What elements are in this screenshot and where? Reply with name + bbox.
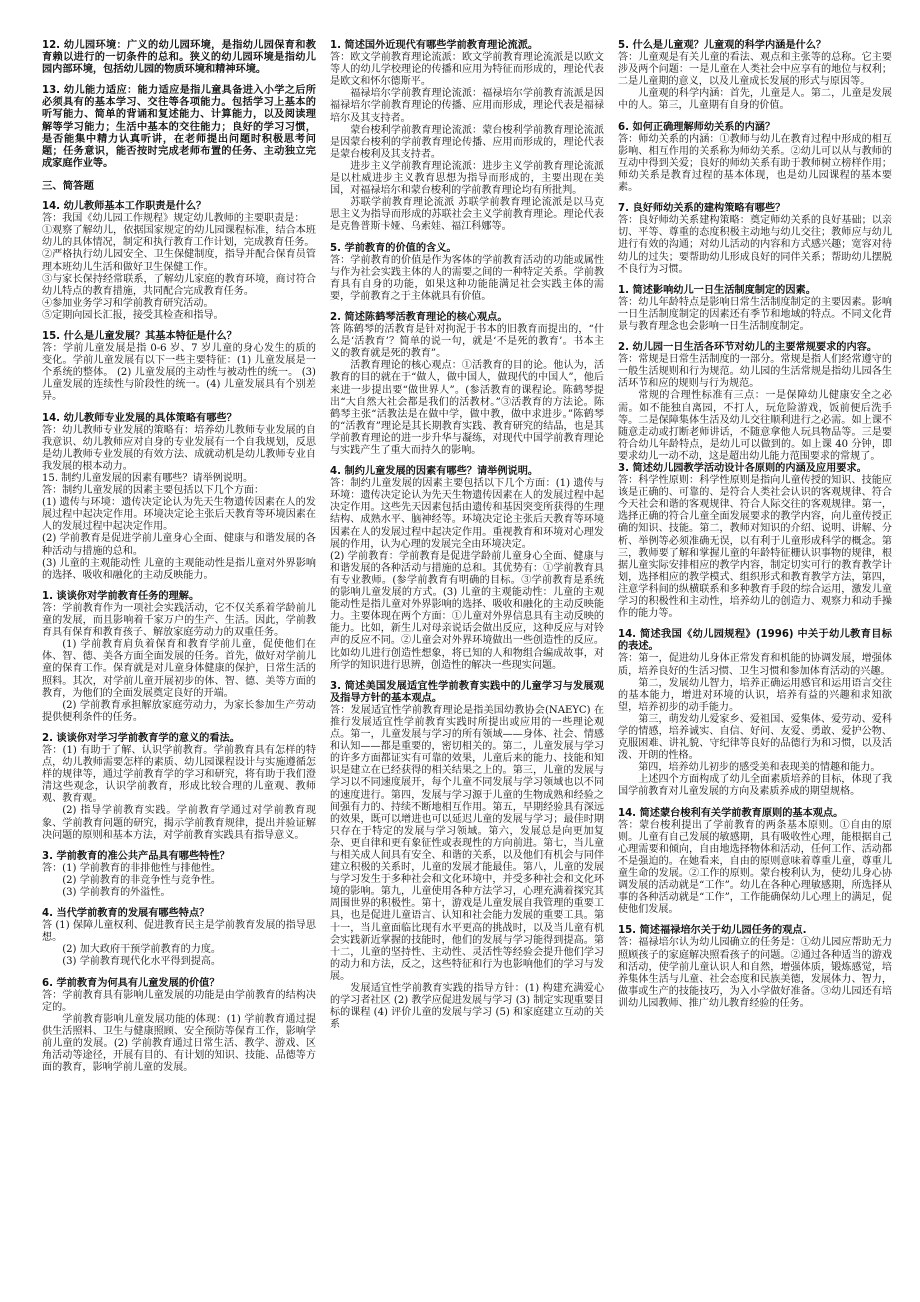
question-heading: 12. 幼儿园环境：广义的幼儿园环境，是指幼儿园保育和教育赖以进行的一切条件的总和。狭义的幼儿园环境是指幼儿园内部环境，包括幼儿园的物质环境和精神环境。 bbox=[42, 40, 316, 76]
column-middle bbox=[330, 40, 604, 1292]
question-heading: 13. 幼儿能力适应：能力适应是指儿童具备进入小学之后所必须具有的基本学习、交往等各项能力。包括学习上基本的听写能力、简单的背诵和复述能力、计算能力，以及阅读理解等学习能力；生活中基本的交往能力；良好的学习习惯，是否能集中精力认真听讲，在老师提出问题时积极思考问题；任务意识，能否按时完成老师布置的任务、主动独立完成家庭作业等。 bbox=[42, 85, 316, 169]
answer-paragraph: ②严格执行幼儿园安全、卫生保健制度，指导并配合保育员管理本班幼儿生活和做好卫生保健工作。 bbox=[42, 249, 316, 273]
question-heading: 4. 当代学前教育的发展有哪些特点？ bbox=[42, 908, 210, 920]
answer-paragraph: 第四，培养幼儿初步的感受美和表现美的情趣和能力。 bbox=[638, 762, 881, 774]
answer-paragraph: 答：幼儿教师专业发展的策略有：培养幼儿教师专业发展的自我意识、幼儿教师应对自身的专业发展有一个自我规划，反思是幼儿教师专业发展的有效方法、成就动机是幼儿教师专业自我发展的根本动力。 bbox=[42, 424, 316, 472]
answer-paragraph: 答：学前教育的价值是作为客体的学前教育活动的功能或属性与作为社会实践主体的人的需要之间的一种特定关系。学前教育具有自身的功能，如果这种功能能满足社会实践主体的需要，学前教育之于主体就具有价值。 bbox=[330, 254, 604, 302]
answer-paragraph: 答：福禄培尔认为幼儿园确立的任务是：①幼儿园应帮助无力照顾孩子的家庭解决照看孩子的问题。②通过各种适当的游戏和活动，使学前儿童认识人和自然，增强体质，锻炼感觉，培养集体生活与儿童、社会态度和民族美德，发展体力、智力，做事或生产的技能技巧，为入小学做好准备。③幼儿园还有培训幼儿园教师、推广幼儿教育经验的任务。 bbox=[618, 937, 892, 1009]
answer-paragraph: (3) 学前教育现代化水平得到提高。 bbox=[62, 956, 222, 968]
question-heading: 2. 简述陈鹤琴活教育理论的核心观点。 bbox=[330, 311, 508, 323]
question-heading: 14. 幼儿教师基本工作职责是什么？ bbox=[42, 201, 207, 213]
question-heading: 14. 幼儿教师专业发展的具体策略有哪些？ bbox=[42, 412, 237, 424]
column-right bbox=[618, 40, 892, 1292]
question-heading: 15. 简述福禄培尔关于幼儿园任务的观点. bbox=[618, 925, 807, 937]
question-heading: 1. 简述国外近现代有哪些学前教育理论流派。 bbox=[330, 40, 539, 51]
answer-paragraph: 苏联学前教育理论流派 苏联学前教育理论流派是以马克思主义为指导而形成的苏联社会主义学前教育理论。理论代表是克鲁普斯卡娅、乌索娃、福江科娜等。 bbox=[330, 197, 604, 233]
answer-paragraph: (2) 学前教育是促进学前儿童身心全面、健康与和谐发展的各种活动与措施的总和。 bbox=[42, 533, 316, 557]
answer-paragraph: (3) 学前教育的外溢性。 bbox=[62, 887, 171, 898]
question-heading: 5. 学前教育的价值的含义。 bbox=[330, 242, 457, 254]
answer-paragraph: 答：(1) 学前教育的非排他性与排他性。 bbox=[42, 862, 222, 874]
answer-paragraph: 答：制约儿童发展的因素主要包括以下几个方面： bbox=[42, 485, 265, 497]
answer-paragraph: 答：儿童观是有关儿童的看法、观点和主张等的总称。它主要涉及两个问题：一是儿童在人类社会中应享有的地位与权利；二是儿童期的意义，以及儿童成长发展的形式与原因等。 bbox=[618, 52, 892, 88]
answer-paragraph: (2) 学前教育承担解放家庭劳动力，为家长参加生产劳动提供便利条件的任务。 bbox=[42, 699, 316, 723]
question-heading: 3. 简述幼儿园教学活动设计各原则的内涵及应用要求。 bbox=[618, 463, 867, 474]
answer-paragraph: 答：制约儿童发展的因素主要包括以下几个方面：(1) 遗传与环境：遗传决定论认为先天生物遗传因素在人的发展过程中起决定作用。这些先天因素包括由遗传和基因突变所获得的生理结构、成熟水平、脑神经等。环境决定论主张后天教育等环境因素在人的发展过程中起决定作用。重视教育和环境对心理发展的作用，认为心理的发展完全由环境决定。 bbox=[330, 478, 604, 550]
question-heading: 5. 什么是儿童观？儿童观的科学内涵是什么？ bbox=[618, 40, 827, 51]
answer-paragraph: ④参加业务学习和学前教育研究活动。 bbox=[42, 297, 214, 309]
answer-paragraph: 蒙台梭利学前教育理论流派：蒙台梭利学前教育理论流派是因蒙台梭利的学前教育理论传播、应用而形成的，理论代表是蒙台梭利及其支持者。 bbox=[330, 124, 604, 160]
answer-paragraph: 活教育理论的核心观点：①活教育的目的论。他认为，活教育的目的就在于“做人，做中国人，做现代的中国人”，他后来进一步提出要“做世界人”。(参活教育的课程论。陈鹤琴提出“大自然大社会都是我们的活教材。”③活教育的方法论。陈鹤琴主张“活教法是在做中学，做中教，做中求进步。”陈鹤琴的“活教育”理论是其长期教育实践、教育研究的结晶，也是其学前教育理论的进一步升华与凝练，对现代中国学前教育理论与实践产生了重大而持久的影响。 bbox=[330, 360, 604, 456]
answer-paragraph: 答：师幼关系的内涵：①教师与幼儿在教育过程中形成的相互影响、相互作用的关系称为师幼关系。②幼儿可以从与教师的互动中得到关爱；良好的师幼关系有助于教师树立榜样作用；师幼关系是教育过程的基本体现，也是幼儿园课程的基本要素。 bbox=[618, 133, 892, 194]
answer-paragraph: 进步主义学前教育理论流派：进步主义学前教育理论流派是以杜威进步主义教育思想为指导而形成的，主要出现在美国，对福禄培尔和蒙台梭利的学前教育理论均有所批判。 bbox=[330, 160, 604, 197]
question-heading: 1. 简述影响幼儿一日生活制度制定的因素。 bbox=[618, 284, 816, 296]
question-heading: 1. 谈谈你对学前教育任务的理解。 bbox=[42, 590, 200, 602]
answer-paragraph: (2) 加大政府干预学前教育的力度。 bbox=[62, 944, 222, 956]
answer-paragraph: 第三，萌发幼儿爱家乡、爱祖国、爱集体、爱劳动、爱科学的情感，培养诚实、自信、好问、友爱、勇敢、爱护公物、克服困难、讲礼貌、守纪律等良好的品德行为和习惯，以及活泼、开朗的性格。 bbox=[618, 713, 892, 762]
answer-paragraph: ⑤定期向园长汇报，接受其检查和指导。 bbox=[42, 309, 224, 321]
answer-paragraph: 答：学前儿童发展是指 0-6 岁、7 岁儿童的身心发生的质的变化。学前儿童发展有以下一些主要特征：(1) 儿童发展是一个系统的整体。 (2) 儿童发展的主动性与被动性的统一。 (3) 儿童发展的连续性与阶段性的统一。(4) 儿童发展具有个别差异。 bbox=[42, 343, 316, 403]
answer-paragraph: (3) 儿童的主观能动性 儿童的主观能动性是指儿童对外界影响的选择、吸收和融化的主动反映能力。 bbox=[42, 557, 316, 581]
answer-paragraph: (2) 学前教育：学前教育是促进学龄前儿童身心全面、健康与和谐发展的各种活动与措施的总和。其优势有：①学前教育具有专业教师。(参学前教育有明确的目标。③学前教育是系统的影响儿童发展的方式。(3) 儿童的主观能动性：儿童的主观能动性是指儿童对外界影响的选择、吸收和融化的主动反映能力。主要体现在两个方面：①儿童对外界信息具有主动反映的能力。比如，新生儿对母亲说话会做出反应，这种反应与对铃声的反应不同。②儿童会对外界环境做出一些创造性的反应。比如幼儿进行创造性想象，将已知的人和物组合编成故事，对所学的知识进行思辨，创造性的解决一些现实问题。 bbox=[330, 550, 604, 671]
answer-paragraph: 发展适宜性学前教育实践的指导方针：(1) 构建充满爱心的学习者社区 (2) 教学应促进发展与学习 (3) 制定实现重要目标的课程 (4) 评价儿童的发展与学习 (5) 和家庭建立互动的关系 bbox=[330, 983, 604, 1031]
answer-paragraph: 学前教育影响儿童发展功能的体现：(1) 学前教育通过提供生活照料、卫生与健康照顾、安全预防等保育工作，影响学前儿童的发展。(2) 学前教育通过日常生活、教学、游戏、区角活动等途径，开展有目的、有计划的知识、技能、品德等方面的教育，影响学前儿童的发展。 bbox=[42, 1013, 316, 1074]
answer-paragraph: 常规的合理性标准有三点：一是保障幼儿健康安全之必需。如不能独自离园，不打人，玩危险游戏，饭前便后洗手等。二是保障集体生活及幼儿交往顺利进行之必需。如上课不随意走动或打断老师讲话，不随意拿他人玩具物品等。三是要符合幼儿年龄特点，是幼儿可以做到的。如上课 40 分钟，即要求幼儿一动不动，这是超出幼儿能力范围要求的常规了。 bbox=[618, 390, 892, 462]
answer-paragraph: 答：常规是日常生活制度的一部分。常规是指人们经常遵守的一般生活规则和行为规范。幼儿园的生活常规是指幼儿园各生活环节和应的规则与行为规范。 bbox=[618, 354, 892, 390]
section-heading: 三、简答题 bbox=[42, 179, 94, 192]
answer-paragraph: 答：学前教育作为一项社会实践活动，它不仅关系着学龄前儿童的发展，而且影响着千家万户的生产、生活。因此，学前教育具有保育和教育孩子、解放家庭劳动力的双重任务。 bbox=[42, 602, 316, 639]
answer-paragraph: 答：蒙台梭利提出了学前教育的两条基本原则。①自由的原则。儿童有自己发展的敏感期，具有吸收性心理，能根据自己心理需要和倾向，自由地选择物体和活动，任何工作、活动都不是强迫的。在她看来，自由的原则意味着尊重儿童，尊重儿童生命的发展。②工作的原则。蒙台梭利认为，使幼儿身心协调发展的活动就是“工作”。幼儿在各种心理敏感期，所选择从事的各种活动就是“工作”，工作能确保幼儿心理上的满足，促使他们发展。 bbox=[618, 819, 892, 916]
answer-paragraph: 答：科学性原则：科学性原则是指向儿童传授的知识、技能应该是正确的、可靠的、是符合人类社会认识的客观规律、符合今天社会和谐的客观规律、符合人际交往的客观规律。第一，选择正确的符合儿童全面发展要求的教学内容，向儿童传授正确的知识、技能。第二，教师对知识的介绍、说明、讲解、分析、举例等必须准确无误，以有利于儿童形成科学的概念。第三，教师要了解和掌握儿童的年龄特征栅认识事物的规律，根据儿童实际安排相应的教学内容，制定切实可行的教育教学计划，选择相应的教学模式、组织形式和教育教学方法，第四，注意学科间的纵横联系和多种教育手段的综合运用，激发儿童学习的积极性和主动性，培养幼儿的创造力、观察力和动手操作的能力等。 bbox=[618, 475, 892, 620]
answer-paragraph: (1) 学前教育肩负着保育和教育学前儿童，促使他们在体、智、德、美各方面全面发展的任务。首先，做好对学前儿童的保育工作。保育就是对儿童身体健康的保护，日常生活的照料。其次，对学前儿童开展初步的体、智、德、美等方面的教育，为他们的全面发展奠定良好的开端。 bbox=[42, 639, 316, 699]
answer-paragraph: (2) 指导学前教育实践。学前教育学通过对学前教育现象、学前教育问题的研究，揭示学前教育规律，提出并验证解决问题的原则和基本方法，对学前教育实践具有指导意义。 bbox=[42, 805, 316, 841]
question-heading: 3. 学前教育的准公共产品具有哪些特性？ bbox=[42, 850, 230, 862]
question-heading: 14. 简述我国《幼儿园规程》(1996) 中关于幼儿教育目标的表述。 bbox=[618, 629, 892, 653]
answer-paragraph: 答 (1) 保障儿童权利、促进教育民主是学前教育发展的指导思想。 bbox=[42, 920, 316, 944]
answer-paragraph: 答：欧文学前教育理论流派：欧文学前教育理论流派是以欧文等人的幼儿学校理论的传播和应用为特征而形成的，理论代表是欧文和怀尔德斯平。 bbox=[330, 52, 604, 88]
question-heading: 4. 制约儿童发展的因素有哪些？请举例说明。 bbox=[330, 466, 539, 478]
answer-paragraph: (2) 学前教育的非竞争性与竞争性。 bbox=[62, 874, 222, 886]
question-heading: 6. 学前教育为何具有儿童发展的价值？ bbox=[42, 977, 220, 989]
answer-paragraph: (1) 遗传与环境：遗传决定论认为先天生物遗传因素在人的发展过程中起决定作用。环境决定论主张后天教育等环境因素在人的发展过程中起决定作用。 bbox=[42, 497, 316, 533]
answer-paragraph: 15. 制约儿童发展的因素有哪些？请举例说明。 bbox=[42, 473, 254, 484]
answer-paragraph: 答：发展适宜性学前教育理论是指美国幼教协会(NAEYC) 在推行发展适宜性学前教育实践时所提出或应用的一些理论观点。第一，儿童发展与学习的所有领域——身体、社会、情感和认知——都是重要的，密切相关的。第二，儿童发展与学习的许多方面都证实有可靠的效果，儿童后来的能力、技能和知识是建立在已经获得的相关结果之上的。第三，儿童的发展与学习以不同速度展开，每个儿童不同发展与学习领域也以不同的速度进行。第四，发展与学习源于儿童的生物成熟和经验之间强有力的、持续不断地相互作用。第五，早期经验具有深远的效果，既可以增进也可以延迟儿童的发展与学习；最佳时期只存在于特定的发展与学习领域。第六，发展总是向更加复杂、更自律和更有象征性或表现性的方向前进。第七，当儿童与相关成人间具有安全、和谐的关系，以及他们有机会与同伴建立积极的关系时，儿童的发展才能最佳。第八，儿童的发展与学习发生于多种社会和文化环境中，并受多种社会和文化环境的影响。第九，儿童使用各种方法学习，心理充满着探究其周围世界的积极性。第十，游戏是儿童发展自我管理的重要工具，也是促进儿童语言、认知和社会能力发展的重要工具。第十一，当儿童面临比现有水平更高的挑战时，以及当儿童有机会实践新近掌握的技能时，他们的发展与学习能得到提高。第十二，儿童的坚持性、主动性、灵活性等经验会提升他们学习的动力和方法，反之，这些特征和行为也影响他们的学习与发展。 bbox=[330, 704, 604, 982]
answer-paragraph: ③与家长保持经常联系，了解幼儿家庭的教育环境，商讨符合幼儿特点的教育措施，共同配合完成教育任务。 bbox=[42, 273, 316, 297]
question-heading: 6. 如何正确理解师幼关系的内涵？ bbox=[618, 121, 776, 133]
answer-paragraph: 儿童观的科学内涵：首先，儿童是人。第二，儿童是发展中的人。第三，儿童期有自身的价值。 bbox=[618, 88, 892, 112]
question-heading: 3. 简述美国发展适宜性学前教育实践中的儿童学习与发展观及指导方针的基本观点。 bbox=[330, 680, 604, 704]
question-heading: 2. 幼儿园一日生活各环节对幼儿的主要常规要求的内容。 bbox=[618, 342, 878, 354]
answer-paragraph: 答 陈鹤琴的活教育是针对拘泥于书本的旧教育而提出的，“什么是‘活教育’？简单的说一句，就是‘不是死的教育’。书本主义的教育就是死的教育”。 bbox=[330, 324, 604, 360]
answer-paragraph: 答：我国《幼儿园工作规程》规定幼儿教师的主要职责是： bbox=[42, 213, 305, 225]
answer-paragraph: ①观察了解幼儿，依据国家规定的幼儿园课程标准，结合本班幼儿的具体情况，制定和执行教育工作计划，完成教育任务。 bbox=[42, 225, 316, 249]
question-heading: 2. 谈谈你对学习学前教育学的意义的看法。 bbox=[42, 732, 240, 744]
question-heading: 14. 简述蒙台梭利有关学前教育原则的基本观点。 bbox=[618, 807, 844, 819]
answer-paragraph: 答：良好师幼关系建构策略：奠定师幼关系的良好基础；以亲切、平等、尊重的态度积极主动地与幼儿交往；教师应与幼儿进行有效的沟通；对幼儿活动的内容和方式感兴趣；宽容对待幼儿的过失；要帮助幼儿形成良好的同伴关系；帮助幼儿摆脱不良行为习惯。 bbox=[618, 215, 892, 275]
question-heading: 15. 什么是儿童发展？其基本特征是什么？ bbox=[42, 330, 237, 342]
answer-paragraph: 上述四个方面构成了幼儿全面素质培养的目标，体现了我国学前教育对儿童发展的方向及素质养成的期望规格。 bbox=[618, 774, 892, 798]
answer-paragraph: 答：第一，促进幼儿身体正常发育和机能的协调发展，增强体质，培养良好的生活习惯、卫生习惯和参加体育活动的兴趣。 bbox=[618, 653, 892, 677]
answer-paragraph: 答：幼儿年龄特点是影响日常生活制度制定的主要因素。影响一日生活制度制定的因素还有季节和地域的特点。不同文化背景与教育理念也会影响一日生活制度制定。 bbox=[618, 296, 892, 332]
answer-paragraph: 答：(1) 有助于了解、认识学前教育。学前教育具有怎样的特点，幼儿教师需要怎样的素质、幼儿园课程设计与实施遵循怎样的规律等，通过学前教育学的学习和研究，将有助于我们澄清这些观念，认识学前教育，形成比较合理的儿童观、教师观、教育观。 bbox=[42, 744, 316, 805]
answer-paragraph: 福禄培尔学前教育理论流派：福禄培尔学前教育流派是因福禄培尔学前教育理论的传播、应用而形成，理论代表是福禄培尔及其支持者。 bbox=[330, 88, 604, 124]
question-heading: 7. 良好师幼关系的建构策略有哪些？ bbox=[618, 203, 786, 215]
answer-paragraph: 答：学前教育具有影响儿童发展的功能是由学前教育的结构决定的。 bbox=[42, 989, 316, 1013]
column-left bbox=[42, 40, 316, 1292]
answer-paragraph: 第二，发展幼儿智力，培养正确运用感官和运用语言交往的基本能力，增进对环境的认识，培养有益的兴趣和求知欲望，培养初步的动手能力。 bbox=[618, 677, 892, 713]
